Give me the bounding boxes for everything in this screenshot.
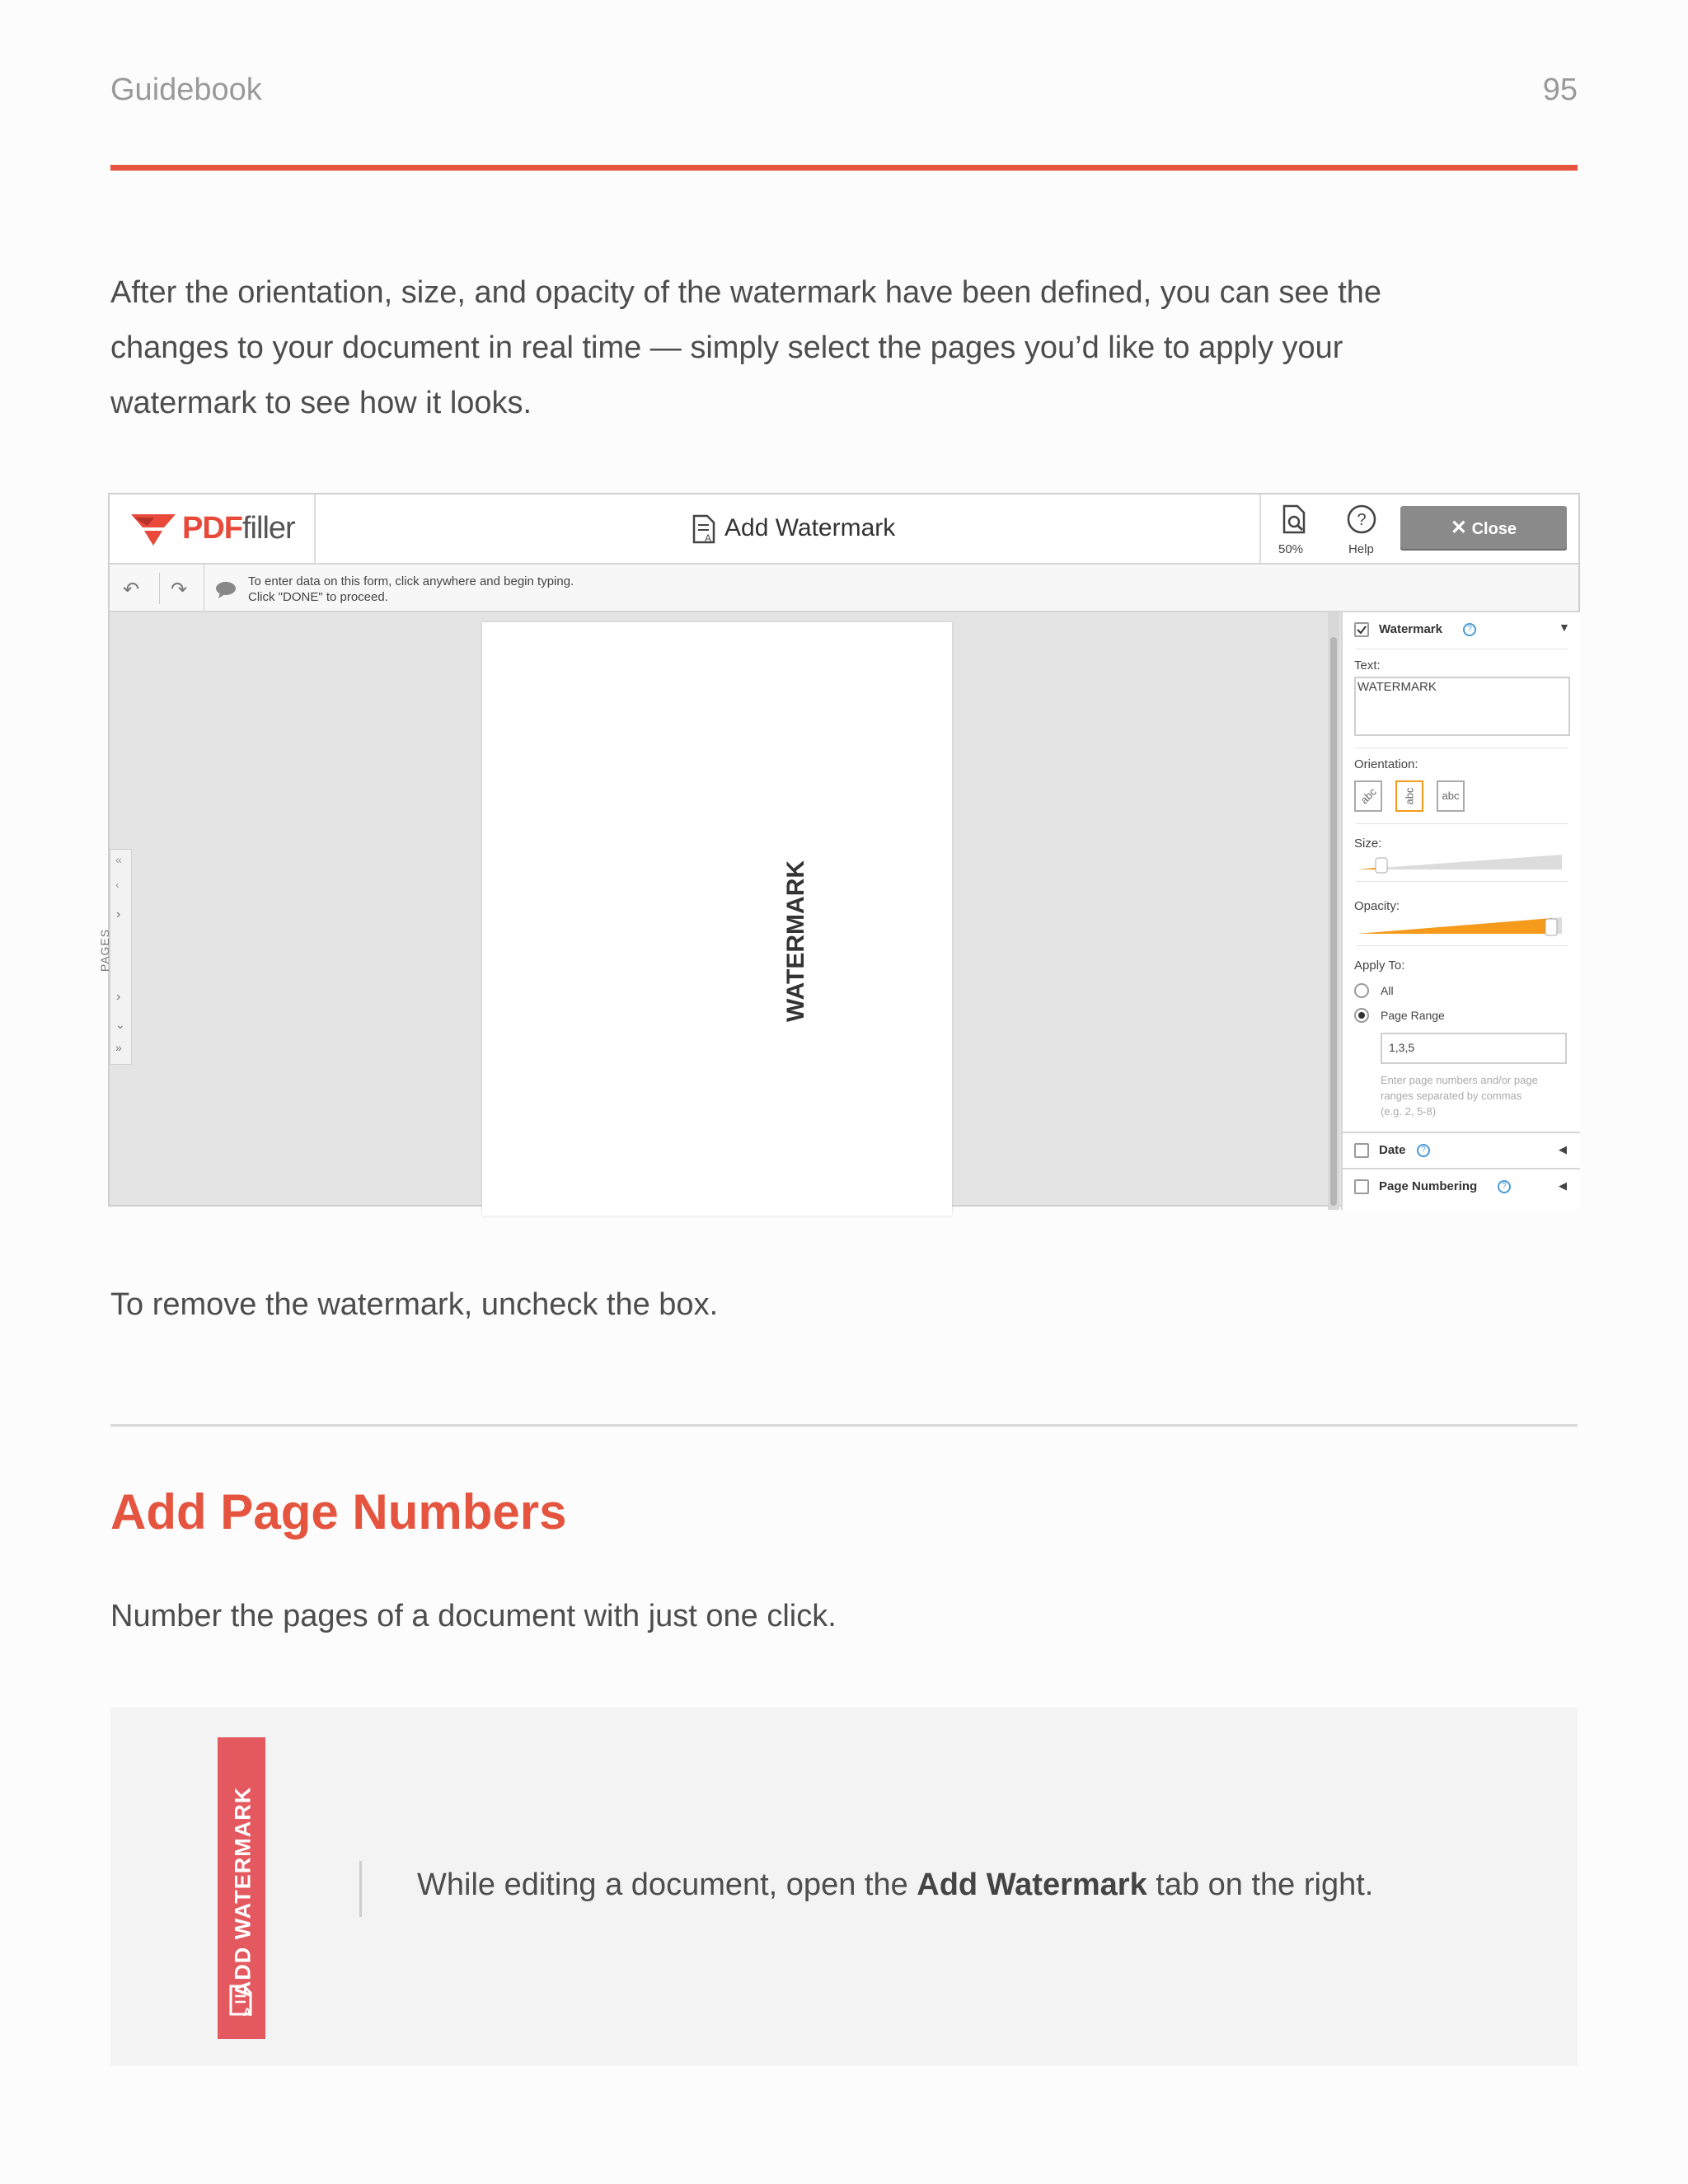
expand-icon[interactable]: › — [116, 907, 121, 921]
date-section-title: Date — [1379, 1143, 1406, 1157]
apply-all-radio[interactable] — [1354, 983, 1369, 998]
editor-title: Add Watermark — [724, 514, 896, 541]
apply-all-label: All — [1381, 984, 1394, 997]
page-range-help: Enter page numbers and/or page ranges separated by commas (e.g. 2, 5-8) — [1381, 1074, 1538, 1118]
text-label: Text: — [1354, 658, 1381, 673]
intro-line-2: changes to your document in real time — simply select the pages you’d like to apply your — [110, 330, 1343, 365]
panel-scrollbar[interactable] — [1328, 612, 1339, 1210]
remove-watermark-text: To remove the watermark, uncheck the box. — [110, 1287, 719, 1322]
comment-icon — [215, 581, 238, 599]
intro-paragraph — [110, 265, 1381, 431]
intro-line-1: After the orientation, size, and opacity of the watermark have been defined, you can see the — [110, 275, 1382, 310]
close-icon: ✕ — [1450, 517, 1468, 539]
callout-divider — [359, 1861, 362, 1917]
apply-to-label: Apply To: — [1354, 958, 1405, 972]
size-slider[interactable] — [1357, 848, 1564, 873]
page-range-radio[interactable] — [1354, 1008, 1369, 1023]
date-info-icon[interactable]: ? — [1417, 1144, 1430, 1157]
expand-icon-2[interactable]: › — [116, 990, 121, 1004]
logo — [110, 494, 316, 563]
section-heading: Add Page Numbers — [110, 1484, 567, 1540]
watermark-section-title: Watermark — [1379, 622, 1442, 636]
toolbar-divider — [1259, 494, 1261, 563]
page-numbering-checkbox[interactable] — [1354, 1179, 1369, 1194]
zoom-level: 50% — [1278, 542, 1304, 556]
next-page-icon[interactable]: ⌄ — [115, 1018, 125, 1031]
orientation-diagonal[interactable]: abc — [1354, 780, 1382, 812]
help-icon[interactable] — [1345, 503, 1378, 536]
collapse-icon[interactable]: ▼ — [1559, 621, 1570, 634]
date-expand-icon[interactable]: ◀ — [1559, 1143, 1567, 1155]
svg-text:?: ? — [1357, 511, 1367, 529]
first-page-icon[interactable]: « — [115, 853, 122, 866]
page-number: 95 — [1542, 73, 1578, 107]
redo-icon[interactable]: ↷ — [171, 579, 188, 601]
orientation-horizontal[interactable]: abc — [1437, 780, 1465, 812]
last-page-icon[interactable]: » — [115, 1041, 122, 1054]
close-button[interactable]: ✕ Close — [1400, 506, 1567, 551]
watermark-panel — [1341, 612, 1580, 1210]
page-numbering-info-icon[interactable]: ? — [1498, 1180, 1511, 1193]
opacity-slider[interactable] — [1357, 909, 1564, 937]
callout-text: While editing a document, open the Add Watermark tab on the right. — [417, 1868, 1374, 1902]
undo-icon[interactable]: ↶ — [123, 579, 140, 601]
editor-top-bar — [110, 494, 1578, 565]
info-icon[interactable]: ? — [1463, 623, 1476, 636]
callout-bold-text: Add Watermark — [917, 1868, 1147, 1902]
pages-label: PAGES — [98, 928, 112, 972]
document-page[interactable] — [482, 622, 952, 1216]
header-rule — [110, 165, 1578, 171]
page-range-input[interactable]: 1,3,5 — [1381, 1033, 1567, 1064]
page-numbering-title: Page Numbering — [1379, 1179, 1478, 1193]
watermark-checkbox[interactable] — [1354, 622, 1369, 637]
orientation-label: Orientation: — [1354, 757, 1418, 771]
check-icon — [1356, 624, 1367, 635]
page-numbering-expand-icon[interactable]: ◀ — [1559, 1179, 1567, 1192]
help-label: Help — [1348, 542, 1374, 556]
orientation-vertical[interactable]: abc — [1395, 780, 1423, 812]
pages-sidebar[interactable] — [110, 849, 132, 1065]
editor-hint: To enter data on this form, click anywhere and begin typing. Click "DONE" to proceed. — [248, 574, 574, 604]
svg-text:A: A — [705, 532, 712, 544]
opacity-label: Opacity: — [1354, 899, 1400, 913]
zoom-icon[interactable] — [1279, 504, 1309, 536]
date-checkbox[interactable] — [1354, 1143, 1369, 1158]
page-range-label: Page Range — [1381, 1009, 1445, 1022]
add-watermark-tab-icon — [227, 1985, 256, 2019]
watermark-editor-screenshot — [98, 493, 1580, 1207]
running-title: Guidebook — [110, 73, 262, 107]
watermark-preview: WATERMARK — [782, 860, 810, 1023]
add-watermark-tab-label: ADD WATERMARK — [230, 1786, 256, 1998]
size-label: Size: — [1354, 837, 1382, 851]
intro-line-3: watermark to see how it looks. — [110, 386, 532, 420]
logo-text: PDFfiller — [182, 511, 295, 546]
section-divider — [110, 1424, 1578, 1427]
svg-text:A: A — [243, 2005, 252, 2018]
pdffiller-logo-icon — [129, 511, 177, 547]
section-subtext: Number the pages of a document with just one click. — [110, 1599, 837, 1633]
prev-page-icon[interactable]: ‹ — [115, 878, 120, 891]
watermark-text-field[interactable]: WATERMARK — [1354, 677, 1570, 736]
add-watermark-icon — [691, 514, 717, 544]
